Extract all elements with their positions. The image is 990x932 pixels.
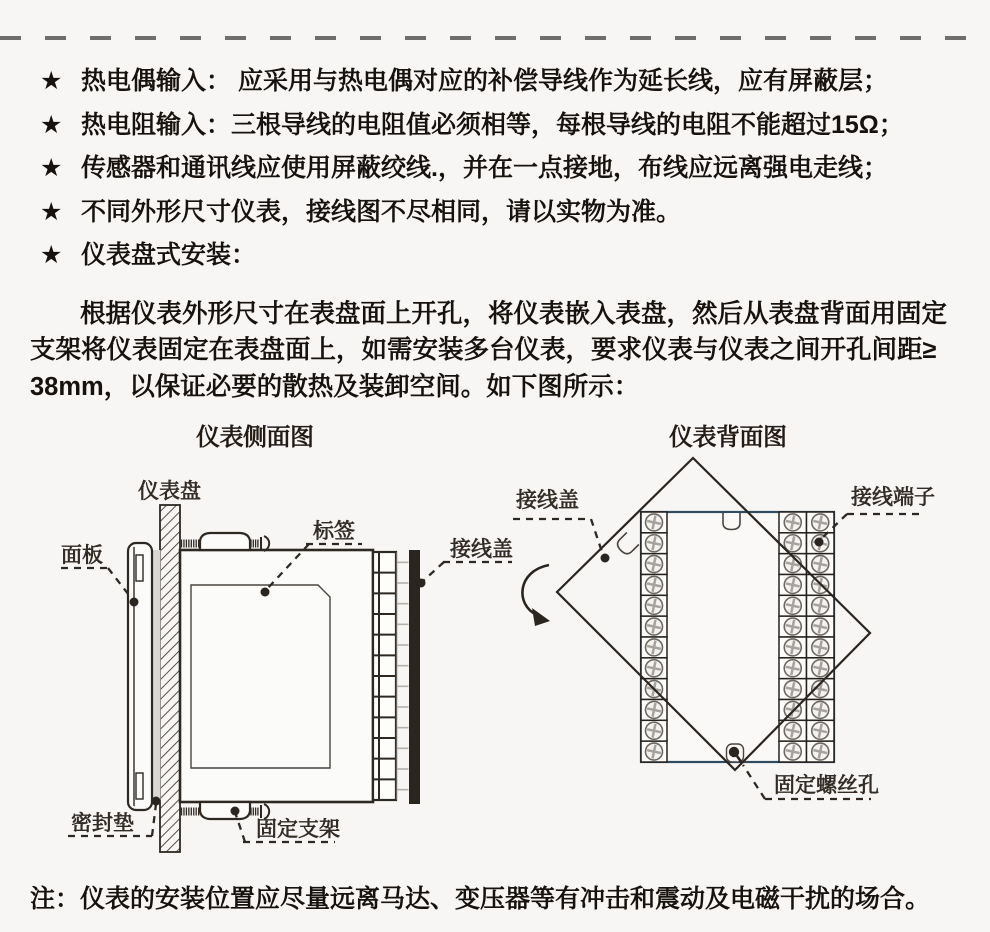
panel-clip-bottom [136,773,143,799]
bullet-item [40,68,970,95]
bullet-item [40,199,970,226]
side-view-diagram [28,455,513,875]
label-sticker: 标签 [313,520,355,543]
label-wiring-cover: 接线盖 [450,538,513,561]
paragraph-line: 支架将仪表固定在表盘面上，如需安装多台仪表，要求仪表与仪表之间开孔间距≥ [30,336,937,365]
fixing-bracket-bottom [200,802,250,819]
bullet-text: 热电偶输入： 应采用与热电偶对应的补偿导线作为延长线，应有屏蔽层； [81,67,888,95]
rotation-arrow-arc [522,565,549,615]
paragraph-line: 38mm，以保证必要的散热及装卸空间。如下图所示： [30,372,640,401]
label-fixing-bracket: 固定支架 [256,818,340,841]
screw-thread [251,540,258,548]
bullet-text: 不同外形尺寸仪表，接线图不尽相同，请以实物为准。 [81,197,682,226]
bullet-list [40,68,970,286]
top-dashed-divider [0,36,990,40]
bullet-item [40,242,970,269]
bullet-text: 仪表盘式安装： [81,241,257,269]
star-icon: ★ [40,154,63,182]
star-icon: ★ [40,241,63,269]
bullet-item [40,155,970,182]
screw-thread [182,540,199,548]
bullet-item [40,112,970,139]
cover-clip-left [615,532,639,556]
screw-thread [251,808,258,816]
bottom-note: 注：仪表的安装位置应尽量远离马达、变压器等有冲击和震动及电磁干扰的场合。 [30,885,931,913]
wiring-cover-bar [409,550,420,804]
bullet-text: 传感器和通讯线应使用屏蔽绞线.，并在一点接地，布线应远离强电走线； [81,154,888,182]
side-view-title: 仪表侧面图 [196,425,314,451]
rotation-arrow-head [532,608,550,626]
star-icon: ★ [40,110,63,139]
back-view-title: 仪表背面图 [669,425,787,451]
label-terminal: 接线端子 [851,486,935,509]
screw-head [264,804,269,819]
terminal-screw-lines [397,562,409,789]
screw-thread [182,808,199,816]
label-wiring-cover: 接线盖 [516,489,579,512]
label-front-panel: 面板 [61,544,103,567]
label-seal-gasket: 密封垫 [71,812,134,835]
seal-gasket-strip [152,550,161,802]
label-panel-board: 仪表盘 [138,480,201,503]
fixing-bracket-top [200,533,250,550]
instrument-body [180,550,373,802]
bullet-text: 热电阻输入：三根导线的电阻值必须相等，每根导线的电阻不能超过15Ω； [81,110,904,139]
installation-paragraph [30,296,962,405]
panel-clip-top [136,555,143,581]
label-screw-hole: 固定螺丝孔 [774,774,879,797]
star-icon: ★ [40,197,63,226]
back-view-diagram [503,455,988,875]
cover-clip-top [723,513,740,530]
paragraph-line: 根据仪表外形尺寸在表盘面上开孔，将仪表嵌入表盘，然后从表盘背面用固定 [80,300,948,328]
panel-board-wall [160,505,180,852]
front-panel-bezel [128,543,152,810]
star-icon: ★ [40,67,63,95]
